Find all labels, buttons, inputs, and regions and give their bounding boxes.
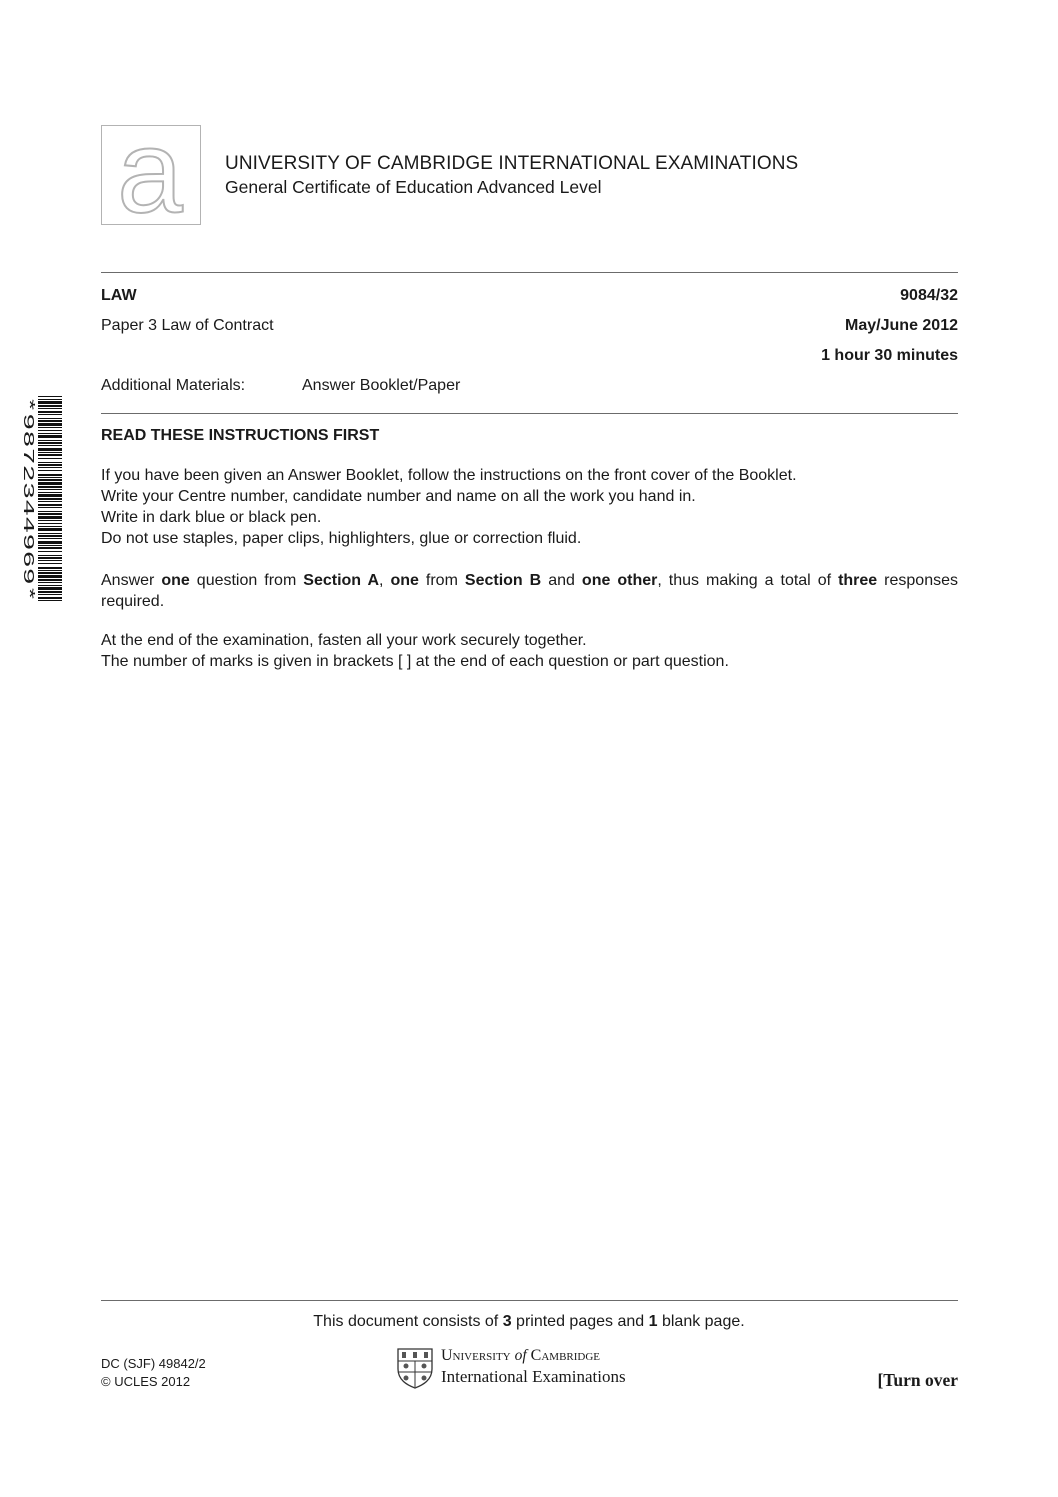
barcode-bar (38, 442, 62, 444)
document-reference: DC (SJF) 49842/2 (101, 1356, 206, 1371)
barcode-bar (38, 579, 62, 581)
barcode-bar (38, 454, 62, 456)
barcode-bar (38, 533, 62, 534)
instruction-line: Do not use staples, paper clips, highlighters, glue or correction fluid. (101, 530, 582, 547)
barcode-bar (38, 433, 62, 434)
barcode-bar (38, 523, 62, 524)
barcode-bar (38, 445, 62, 446)
barcode-bar (38, 492, 62, 493)
barcode-bar (38, 551, 62, 552)
barcode-bar (38, 538, 62, 539)
barcode-digits: *9872344969* (19, 396, 35, 500)
barcode-bar (38, 570, 62, 571)
barcode-bar (38, 504, 62, 506)
barcode-bar (38, 541, 62, 544)
materials-value: Answer Booklet/Paper (302, 377, 461, 394)
barcode-bar (38, 405, 62, 407)
barcode-bar (38, 585, 62, 586)
barcode-bar (38, 557, 62, 559)
barcode (38, 396, 62, 602)
barcode-bar (38, 408, 62, 409)
barcode-bar (38, 520, 62, 521)
barcode-bar (38, 507, 62, 508)
barcode-bar (38, 420, 62, 422)
barcode-bar (38, 575, 62, 578)
barcode-bar (38, 401, 62, 404)
barcode-bar (38, 462, 62, 463)
barcode-bar (38, 477, 62, 478)
barcode-bar (38, 396, 62, 397)
barcode-bar (38, 511, 62, 512)
closing-line: At the end of the examination, fasten all your work securely together. (101, 632, 587, 649)
qualification-name: General Certificate of Education Advanced Level (225, 177, 602, 197)
cie-a-logo (101, 106, 201, 238)
barcode-bar (38, 435, 62, 438)
barcode-bar (38, 513, 62, 515)
instruction-line: Write in dark blue or black pen. (101, 509, 322, 526)
barcode-bar (38, 486, 62, 488)
exam-duration: 1 hour 30 minutes (821, 347, 958, 364)
paper-code: 9084/32 (900, 287, 958, 304)
barcode-bar (38, 567, 62, 569)
barcode-bar (38, 594, 62, 595)
barcode-bar (38, 427, 62, 428)
footer-rule (101, 1300, 958, 1301)
barcode-bar (38, 423, 62, 426)
subject: LAW (101, 287, 137, 304)
barcode-bars (38, 396, 62, 602)
institution-name: UNIVERSITY OF CAMBRIDGE INTERNATIONAL EXAMINATIONS (225, 153, 799, 174)
cambridge-crest-icon (396, 1347, 434, 1389)
barcode-bar (38, 498, 62, 500)
materials-label: Additional Materials: (101, 377, 246, 394)
barcode-bar (38, 430, 62, 431)
cambridge-brand-name: University of Cambridge (441, 1347, 601, 1364)
page-count-note: This document consists of 3 printed pages and 1 blank page. (313, 1313, 745, 1330)
barcode-bar (38, 528, 62, 531)
barcode-bar (38, 560, 62, 561)
instruction-line: If you have been given an Answer Booklet, follow the instructions on the front cover of the Booklet. (101, 467, 797, 484)
barcode-bar (38, 535, 62, 537)
barcode-bar (38, 474, 62, 476)
answer-rubric: Answer one question from Section A, one from Section B and one other, thus making a total of three responses required. (101, 572, 958, 610)
barcode-bar (38, 458, 62, 459)
barcode-bar (38, 597, 62, 599)
barcode-bar (38, 600, 62, 601)
barcode-bar (38, 555, 62, 556)
instructions-heading: READ THESE INSTRUCTIONS FIRST (101, 427, 380, 444)
barcode-bar (38, 418, 62, 419)
barcode-bar (38, 582, 62, 583)
barcode-bar (38, 591, 62, 593)
barcode-bar (38, 411, 62, 413)
header-rule (101, 272, 958, 273)
barcode-bar (38, 479, 62, 481)
exam-session: May/June 2012 (845, 317, 958, 334)
barcode-bar (38, 399, 62, 400)
barcode-bar (38, 414, 62, 415)
barcode-bar (38, 563, 62, 564)
logo-letter: a (117, 106, 183, 238)
barcode-bar (38, 587, 62, 590)
closing-line: The number of marks is given in brackets [ ] at the end of each question or part question. (101, 653, 729, 670)
closing-instructions (101, 630, 958, 672)
barcode-bar (38, 470, 62, 471)
barcode-bar (38, 526, 62, 527)
barcode-bar (38, 494, 62, 497)
barcode-bar (38, 464, 62, 466)
barcode-bar (38, 516, 62, 519)
instructions-list (101, 465, 958, 549)
instruction-line: Write your Centre number, candidate number and name on all the work you hand in. (101, 488, 696, 505)
barcode-bar (38, 482, 62, 485)
barcode-bar (38, 448, 62, 451)
copyright: © UCLES 2012 (101, 1374, 191, 1389)
turn-over-label: [Turn over (877, 1370, 958, 1390)
barcode-digits-column (20, 396, 34, 602)
barcode-bar (38, 467, 62, 468)
barcode-bar (38, 440, 62, 441)
barcode-bar (38, 452, 62, 453)
paper-title: Paper 3 Law of Contract (101, 317, 274, 334)
barcode-bar (38, 501, 62, 502)
cambridge-brand-subtitle: International Examinations (441, 1367, 626, 1386)
barcode-bar (38, 572, 62, 574)
barcode-bar (38, 489, 62, 490)
details-rule (101, 413, 958, 414)
barcode-bar (38, 545, 62, 546)
barcode-bar (38, 547, 62, 549)
